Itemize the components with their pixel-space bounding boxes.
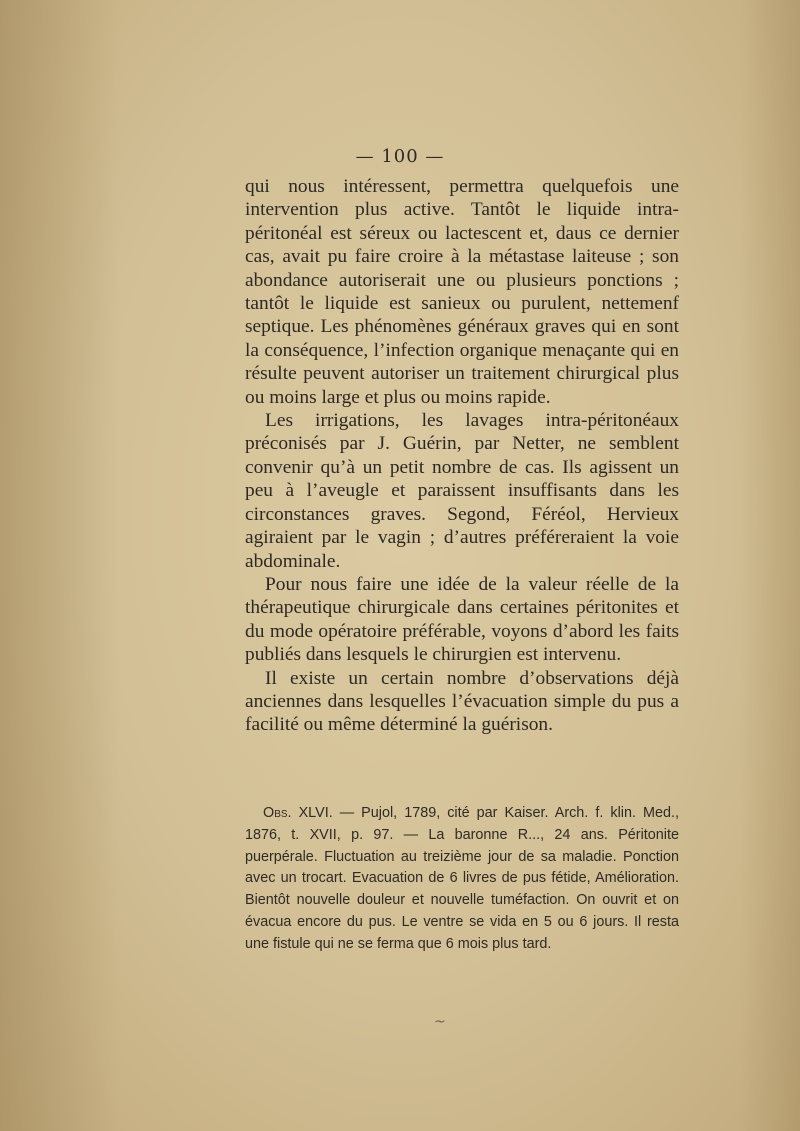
page-shadow-right — [740, 0, 800, 1131]
paragraph: Il existe un certain nombre d’observations déjà anciennes dans lesquelles l’évacuation simple du pus a facilité ou même déterminé la guérison. — [245, 667, 679, 736]
bottom-mark: ~ — [434, 1014, 446, 1030]
observation-text: — Pujol, 1789, cité par Kaiser. Arch. f. klin. Med., 1876, t. XVII, p. 97. — La baronne R..., 24 ans. Péritonite puerpérale. Fluctuation au treizième jour de sa maladie. Ponction avec un trocart. Evacuation de 6 livres de pus fétide, Amélioration. Bientôt nouvelle douleur et nouvelle tuméfaction. On ouvrit et on évacua encore du pus. Le ventre se vida en 5 ou 6 jours. Il resta une fistule qui ne se ferma que 6 mois plus tard. — [245, 805, 679, 952]
observation-note — [245, 803, 679, 956]
paragraph: Pour nous faire une idée de la valeur réelle de la thérapeutique chirurgicale dans certaines péritonites et du mode opératoire préférable, voyons d’abord les faits publiés dans lesquels le chirurgien est intervenu. — [245, 573, 679, 666]
paragraph: qui nous intéressent, permettra quelquefois une intervention plus active. Tantôt le liquide intra-péritonéal est séreux ou lactescent et, daus ce dernier cas, avait pu faire croire à la métastase laiteuse ; son abondance autoriserait une ou plusieurs ponctions ; tantôt le liquide est sanieux ou purulent, nettemenf septique. Les phénomènes généraux graves qui en sont la conséquence, l’infection organique menaçante qui en résulte peuvent autoriser un traitement chirurgical plus ou moins large et plus ou moins rapide. — [245, 176, 679, 408]
page-shadow-left — [0, 0, 120, 1131]
paragraph: Les irrigations, les lavages intra-péritonéaux préconisés par J. Guérin, par Netter, ne semblent convenir qu’à un petit nombre de cas. Ils agissent un peu à l’aveugle et paraissent insuffisants dans les circonstances graves. Segond, Féréol, Hervieux agiraient par le vagin ; d’autres préféreraient la voie abdominale. — [245, 410, 679, 572]
observation-label: Obs. XLVI. — [263, 805, 333, 821]
page-number: — 100 — — [355, 146, 445, 167]
main-text — [245, 175, 679, 737]
